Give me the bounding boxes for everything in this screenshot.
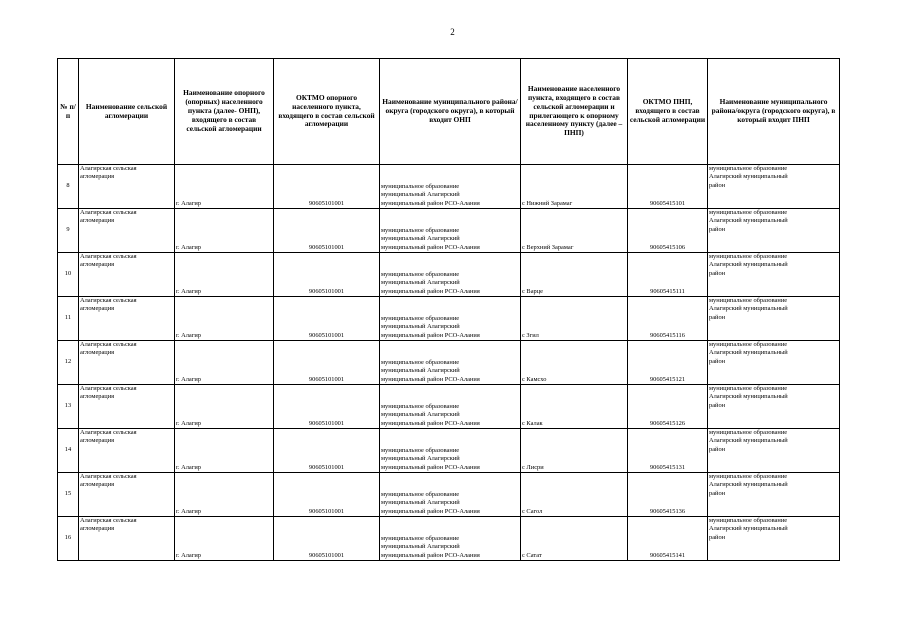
cell-number: 16 xyxy=(58,517,79,561)
cell-district-line: муниципальный Алагирский xyxy=(381,455,460,463)
table-row xyxy=(58,385,840,429)
cell-district-line: муниципальный район РСО-Алания xyxy=(381,243,480,251)
cell-pnp-district xyxy=(708,473,840,517)
cell-district-line: муниципальный район РСО-Алания xyxy=(381,507,480,515)
cell-oktmo-onp: 90605101001 xyxy=(274,517,380,561)
cell-district xyxy=(380,253,521,297)
cell-district-line: муниципальное образование xyxy=(381,403,460,411)
cell-agglomeration-line: агломерация xyxy=(80,261,115,269)
cell-agglomeration xyxy=(79,473,175,517)
cell-pnp-district-line: Алагирский муниципальный xyxy=(709,261,788,269)
cell-district-line: муниципальный Алагирский xyxy=(381,543,460,551)
cell-oktmo-onp: 90605101001 xyxy=(274,209,380,253)
cell-district xyxy=(380,473,521,517)
cell-pnp-district-line: район xyxy=(709,357,726,365)
cell-pnp-district xyxy=(708,341,840,385)
cell-pnp-district xyxy=(708,253,840,297)
cell-agglomeration-line: Алагирская сельская xyxy=(80,385,137,392)
cell-pnp-district-line: Алагирский муниципальный xyxy=(709,481,788,489)
cell-district xyxy=(380,341,521,385)
cell-agglomeration xyxy=(79,429,175,473)
cell-agglomeration xyxy=(79,385,175,429)
cell-oktmo-pnp: 90605415101 xyxy=(628,165,708,209)
cell-district xyxy=(380,429,521,473)
table-body xyxy=(58,165,840,561)
cell-oktmo-onp: 90605101001 xyxy=(274,297,380,341)
cell-onp: г. Алагир xyxy=(175,165,274,209)
cell-onp: г. Алагир xyxy=(175,429,274,473)
cell-pnp: с Калак xyxy=(521,385,628,429)
cell-oktmo-onp: 90605101001 xyxy=(274,253,380,297)
cell-district-line: муниципальное образование xyxy=(381,227,460,235)
cell-pnp-district-line: Алагирский муниципальный xyxy=(709,393,788,401)
cell-oktmo-pnp: 90605415116 xyxy=(628,297,708,341)
cell-district-line: муниципальный район РСО-Алания xyxy=(381,375,480,383)
cell-pnp-district-line: муниципальное образование xyxy=(709,473,788,480)
cell-pnp-district xyxy=(708,517,840,561)
cell-district-line: муниципальный Алагирский xyxy=(381,367,460,375)
table-row xyxy=(58,253,840,297)
cell-number: 11 xyxy=(58,297,79,341)
cell-number: 9 xyxy=(58,209,79,253)
cell-district xyxy=(380,517,521,561)
cell-pnp-district-line: муниципальное образование xyxy=(709,165,788,172)
cell-district-line: муниципальный Алагирский xyxy=(381,191,460,199)
cell-agglomeration-line: Алагирская сельская xyxy=(80,341,137,348)
cell-pnp-district-line: муниципальное образование xyxy=(709,209,788,216)
cell-oktmo-onp: 90605101001 xyxy=(274,385,380,429)
table-row xyxy=(58,429,840,473)
cell-district-line: муниципальный район РСО-Алания xyxy=(381,463,480,471)
cell-district-line: муниципальное образование xyxy=(381,535,460,543)
page-number: 2 xyxy=(450,27,455,37)
cell-pnp: с Сагол xyxy=(521,473,628,517)
cell-district-line: муниципальный район РСО-Алания xyxy=(381,551,480,559)
cell-pnp: с Нижний Зарамаг xyxy=(521,165,628,209)
cell-pnp-district xyxy=(708,297,840,341)
cell-district-line: муниципальный Алагирский xyxy=(381,411,460,419)
cell-agglomeration-line: Алагирская сельская xyxy=(80,165,137,172)
cell-district-line: муниципальный район РСО-Алания xyxy=(381,419,480,427)
cell-onp: г. Алагир xyxy=(175,385,274,429)
cell-oktmo-pnp: 90605415111 xyxy=(628,253,708,297)
cell-pnp-district-line: район xyxy=(709,225,726,233)
cell-number: 13 xyxy=(58,385,79,429)
cell-pnp-district-line: муниципальное образование xyxy=(709,253,788,260)
cell-pnp-district-line: муниципальное образование xyxy=(709,385,788,392)
cell-pnp: с Камсхо xyxy=(521,341,628,385)
cell-district-line: муниципальный Алагирский xyxy=(381,499,460,507)
cell-pnp-district-line: район xyxy=(709,489,726,497)
cell-agglomeration-line: Алагирская сельская xyxy=(80,253,137,260)
cell-oktmo-pnp: 90605415141 xyxy=(628,517,708,561)
cell-district-line: муниципальное образование xyxy=(381,315,460,323)
cell-district-line: муниципальное образование xyxy=(381,447,460,455)
cell-agglomeration-line: агломерация xyxy=(80,349,115,357)
cell-oktmo-onp: 90605101001 xyxy=(274,341,380,385)
cell-agglomeration-line: агломерация xyxy=(80,217,115,225)
cell-onp: г. Алагир xyxy=(175,473,274,517)
cell-district xyxy=(380,165,521,209)
cell-agglomeration xyxy=(79,297,175,341)
header-cell-oktmo-pnp: ОКТМО ПНП, входящего в состав сельской агломерации xyxy=(628,59,708,165)
cell-agglomeration-line: агломерация xyxy=(80,305,115,313)
cell-agglomeration-line: агломерация xyxy=(80,173,115,181)
cell-pnp: с Згил xyxy=(521,297,628,341)
cell-agglomeration-line: Алагирская сельская xyxy=(80,429,137,436)
cell-pnp-district-line: муниципальное образование xyxy=(709,341,788,348)
cell-pnp-district-line: Алагирский муниципальный xyxy=(709,349,788,357)
cell-pnp-district-line: муниципальное образование xyxy=(709,517,788,524)
cell-district-line: муниципальный район РСО-Алания xyxy=(381,331,480,339)
cell-oktmo-onp: 90605101001 xyxy=(274,429,380,473)
cell-pnp: с Верхний Зарамаг xyxy=(521,209,628,253)
cell-pnp-district xyxy=(708,385,840,429)
header-cell-agglomeration: Наименование сельской агломерации xyxy=(79,59,175,165)
header-cell-oktmo-onp: ОКТМО опорного населенного пункта, входящего в состав сельской агломерации xyxy=(274,59,380,165)
table-row xyxy=(58,517,840,561)
cell-district-line: муниципальный Алагирский xyxy=(381,235,460,243)
cell-onp: г. Алагир xyxy=(175,253,274,297)
cell-pnp: с Лисри xyxy=(521,429,628,473)
table-row xyxy=(58,297,840,341)
cell-district-line: муниципальное образование xyxy=(381,271,460,279)
cell-pnp-district-line: муниципальное образование xyxy=(709,297,788,304)
cell-district-line: муниципальное образование xyxy=(381,491,460,499)
cell-pnp-district-line: район xyxy=(709,313,726,321)
cell-district-line: муниципальный район РСО-Алания xyxy=(381,287,480,295)
header-cell-pnp: Наименование населенного пункта, входящего в состав сельской агломерации и прилегающего к опорному населенному пункту (далее – ПНП) xyxy=(521,59,628,165)
cell-pnp-district-line: Алагирский муниципальный xyxy=(709,173,788,181)
cell-agglomeration-line: агломерация xyxy=(80,393,115,401)
cell-oktmo-onp: 90605101001 xyxy=(274,473,380,517)
cell-agglomeration-line: Алагирская сельская xyxy=(80,473,137,480)
cell-onp: г. Алагир xyxy=(175,297,274,341)
cell-pnp-district-line: Алагирский муниципальный xyxy=(709,305,788,313)
cell-number: 12 xyxy=(58,341,79,385)
cell-agglomeration-line: Алагирская сельская xyxy=(80,209,137,216)
cell-pnp: с Сатат xyxy=(521,517,628,561)
cell-onp: г. Алагир xyxy=(175,517,274,561)
cell-agglomeration-line: Алагирская сельская xyxy=(80,297,137,304)
cell-pnp-district xyxy=(708,429,840,473)
cell-pnp-district-line: район xyxy=(709,181,726,189)
cell-agglomeration-line: агломерация xyxy=(80,525,115,533)
cell-agglomeration xyxy=(79,341,175,385)
cell-pnp-district-line: район xyxy=(709,401,726,409)
cell-district-line: муниципальное образование xyxy=(381,359,460,367)
cell-number: 8 xyxy=(58,165,79,209)
cell-agglomeration xyxy=(79,253,175,297)
cell-pnp-district xyxy=(708,209,840,253)
header-cell-number: № п/п xyxy=(58,59,79,165)
cell-onp: г. Алагир xyxy=(175,341,274,385)
cell-pnp-district-line: район xyxy=(709,445,726,453)
cell-district-line: муниципальное образование xyxy=(381,183,460,191)
cell-agglomeration-line: агломерация xyxy=(80,481,115,489)
header-cell-pnp-district: Наименование муниципального района/округа (городского округа), в который входит ПНП xyxy=(708,59,840,165)
cell-pnp-district-line: муниципальное образование xyxy=(709,429,788,436)
cell-district-line: муниципальный Алагирский xyxy=(381,279,460,287)
table-row xyxy=(58,165,840,209)
cell-district-line: муниципальный район РСО-Алания xyxy=(381,199,480,207)
cell-agglomeration xyxy=(79,517,175,561)
cell-district xyxy=(380,297,521,341)
cell-number: 14 xyxy=(58,429,79,473)
agglomeration-table xyxy=(57,58,840,561)
cell-district xyxy=(380,209,521,253)
cell-pnp-district xyxy=(708,165,840,209)
cell-pnp-district-line: Алагирский муниципальный xyxy=(709,217,788,225)
cell-oktmo-pnp: 90605415121 xyxy=(628,341,708,385)
cell-agglomeration xyxy=(79,165,175,209)
cell-agglomeration xyxy=(79,209,175,253)
cell-district xyxy=(380,385,521,429)
cell-pnp-district-line: район xyxy=(709,533,726,541)
header-cell-onp: Наименование опорного (опорных) населенного пункта (далее- ОНП), входящего в состав сельской агломерации xyxy=(175,59,274,165)
cell-oktmo-onp: 90605101001 xyxy=(274,165,380,209)
cell-onp: г. Алагир xyxy=(175,209,274,253)
cell-number: 10 xyxy=(58,253,79,297)
cell-pnp-district-line: район xyxy=(709,269,726,277)
cell-district-line: муниципальный Алагирский xyxy=(381,323,460,331)
cell-pnp: с Варце xyxy=(521,253,628,297)
cell-oktmo-pnp: 90605415126 xyxy=(628,385,708,429)
cell-agglomeration-line: агломерация xyxy=(80,437,115,445)
cell-oktmo-pnp: 90605415131 xyxy=(628,429,708,473)
table-row xyxy=(58,473,840,517)
cell-number: 15 xyxy=(58,473,79,517)
cell-pnp-district-line: Алагирский муниципальный xyxy=(709,525,788,533)
cell-agglomeration-line: Алагирская сельская xyxy=(80,517,137,524)
header-cell-district: Наименование муниципального района/округа (городского округа), в который входит ОНП xyxy=(380,59,521,165)
table-row xyxy=(58,341,840,385)
cell-pnp-district-line: Алагирский муниципальный xyxy=(709,437,788,445)
table-header-row xyxy=(58,59,840,165)
cell-oktmo-pnp: 90605415106 xyxy=(628,209,708,253)
table-row xyxy=(58,209,840,253)
cell-oktmo-pnp: 90605415136 xyxy=(628,473,708,517)
